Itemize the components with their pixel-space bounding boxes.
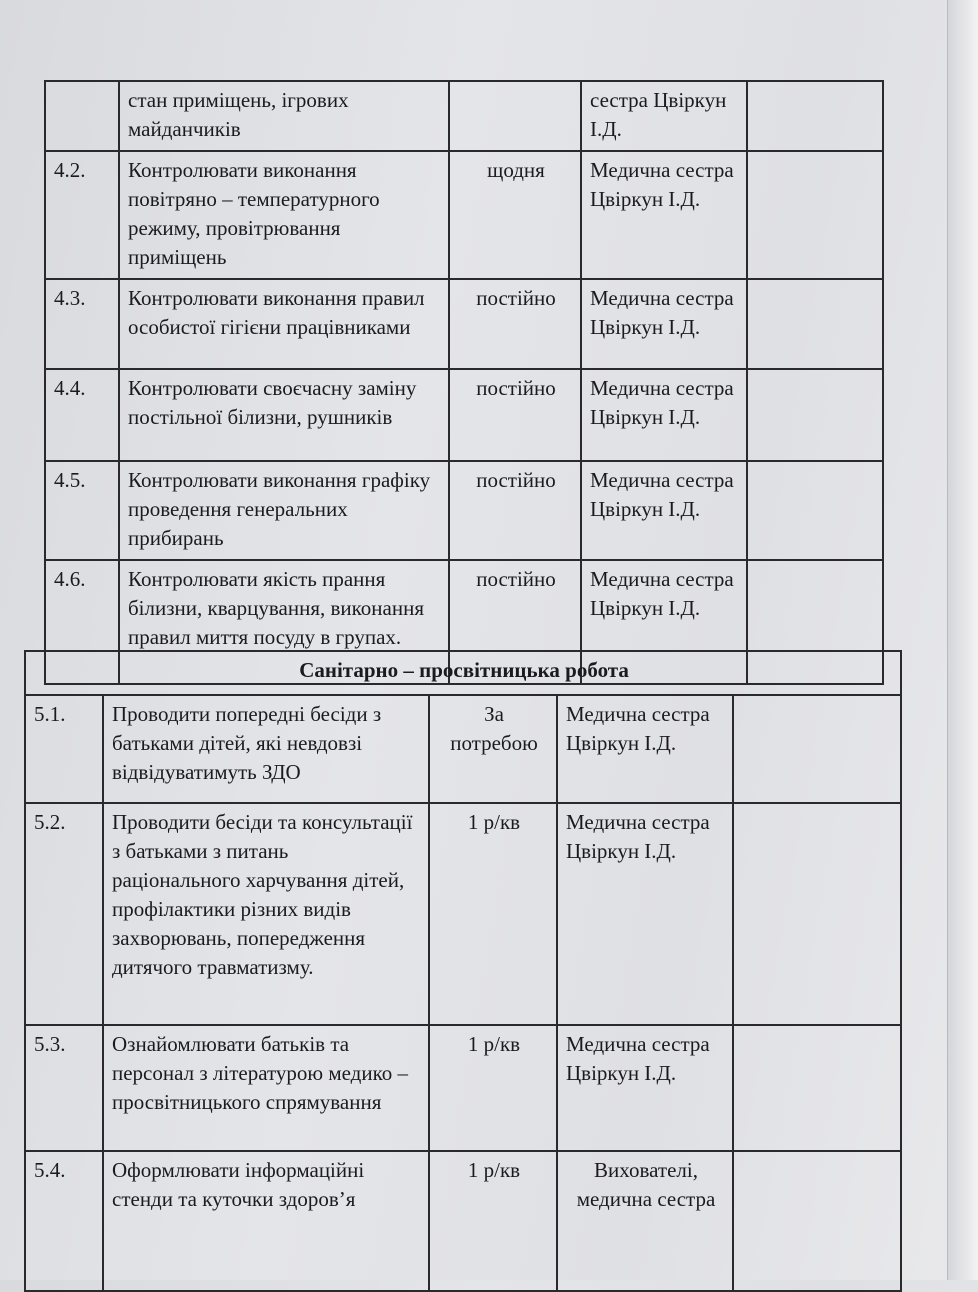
note-cell — [733, 1151, 901, 1291]
task-text: Проводити бесіди та консультації з батьками з питань раціонального харчування дітей, профілактики різних видів захворювань, попередження дитячого травматизму. — [103, 803, 429, 1025]
row-number — [45, 81, 119, 151]
responsible: Вихователі, медична сестра — [557, 1151, 733, 1291]
note-cell — [733, 803, 901, 1025]
table-row — [45, 151, 883, 279]
task-text: Контролювати якість прання білизни, кварцування, виконання правил миття посуду в групах. — [119, 560, 449, 684]
plan-table-section-5 — [24, 650, 902, 1292]
task-text: Контролювати виконання графіку проведення генеральних прибирань — [119, 461, 449, 560]
table-row — [45, 369, 883, 461]
note-cell — [747, 279, 883, 369]
row-number: 5.4. — [25, 1151, 103, 1291]
responsible: Медична сестра Цвіркун І.Д. — [557, 695, 733, 803]
task-text: Контролювати виконання повітряно – температурного режиму, провітрювання приміщень — [119, 151, 449, 279]
frequency: 1 р/кв — [429, 1025, 557, 1151]
row-number: 4.6. — [45, 560, 119, 684]
note-cell — [747, 151, 883, 279]
row-number: 4.5. — [45, 461, 119, 560]
note-cell — [747, 369, 883, 461]
table-row — [45, 279, 883, 369]
task-text: стан приміщень, ігрових майданчиків — [119, 81, 449, 151]
table-row — [25, 1025, 901, 1151]
frequency: За потребою — [429, 695, 557, 803]
task-text: Контролювати виконання правил особистої гігієни працівниками — [119, 279, 449, 369]
task-text: Оформлювати інформаційні стенди та куточки здоров’я — [103, 1151, 429, 1291]
note-cell — [733, 1025, 901, 1151]
frequency: 1 р/кв — [429, 1151, 557, 1291]
row-number: 5.3. — [25, 1025, 103, 1151]
note-cell — [733, 695, 901, 803]
responsible: Медична сестра Цвіркун І.Д. — [581, 279, 747, 369]
task-text: Контролювати своєчасну заміну постільної білизни, рушників — [119, 369, 449, 461]
frequency — [449, 81, 581, 151]
frequency: постійно — [449, 560, 581, 684]
plan-table — [44, 80, 884, 685]
task-text: Ознайомлювати батьків та персонал з літературою медико – просвітницького спрямування — [103, 1025, 429, 1151]
task-text: Проводити попередні бесіди з батьками дітей, які невдовзі відвідуватимуть ЗДО — [103, 695, 429, 803]
responsible: Медична сестра Цвіркун І.Д. — [581, 369, 747, 461]
row-number: 5.1. — [25, 695, 103, 803]
row-number: 4.3. — [45, 279, 119, 369]
table-row — [25, 695, 901, 803]
responsible: Медична сестра Цвіркун І.Д. — [581, 151, 747, 279]
frequency: постійно — [449, 279, 581, 369]
frequency: постійно — [449, 369, 581, 461]
responsible: сестра Цвіркун І.Д. — [581, 81, 747, 151]
frequency: щодня — [449, 151, 581, 279]
paper-edge — [947, 0, 978, 1280]
frequency: 1 р/кв — [429, 803, 557, 1025]
row-number: 4.4. — [45, 369, 119, 461]
responsible: Медична сестра Цвіркун І.Д. — [581, 560, 747, 684]
frequency: постійно — [449, 461, 581, 560]
table-row — [25, 1151, 901, 1291]
responsible: Медична сестра Цвіркун І.Д. — [557, 803, 733, 1025]
table-row — [25, 803, 901, 1025]
row-number: 5.2. — [25, 803, 103, 1025]
table-row — [45, 81, 883, 151]
note-cell — [747, 81, 883, 151]
note-cell — [747, 461, 883, 560]
responsible: Медична сестра Цвіркун І.Д. — [557, 1025, 733, 1151]
section-header-row — [25, 651, 901, 695]
row-number: 4.2. — [45, 151, 119, 279]
table-row — [45, 461, 883, 560]
section-title: Санітарно – просвітницька робота — [25, 651, 901, 695]
responsible: Медична сестра Цвіркун І.Д. — [581, 461, 747, 560]
